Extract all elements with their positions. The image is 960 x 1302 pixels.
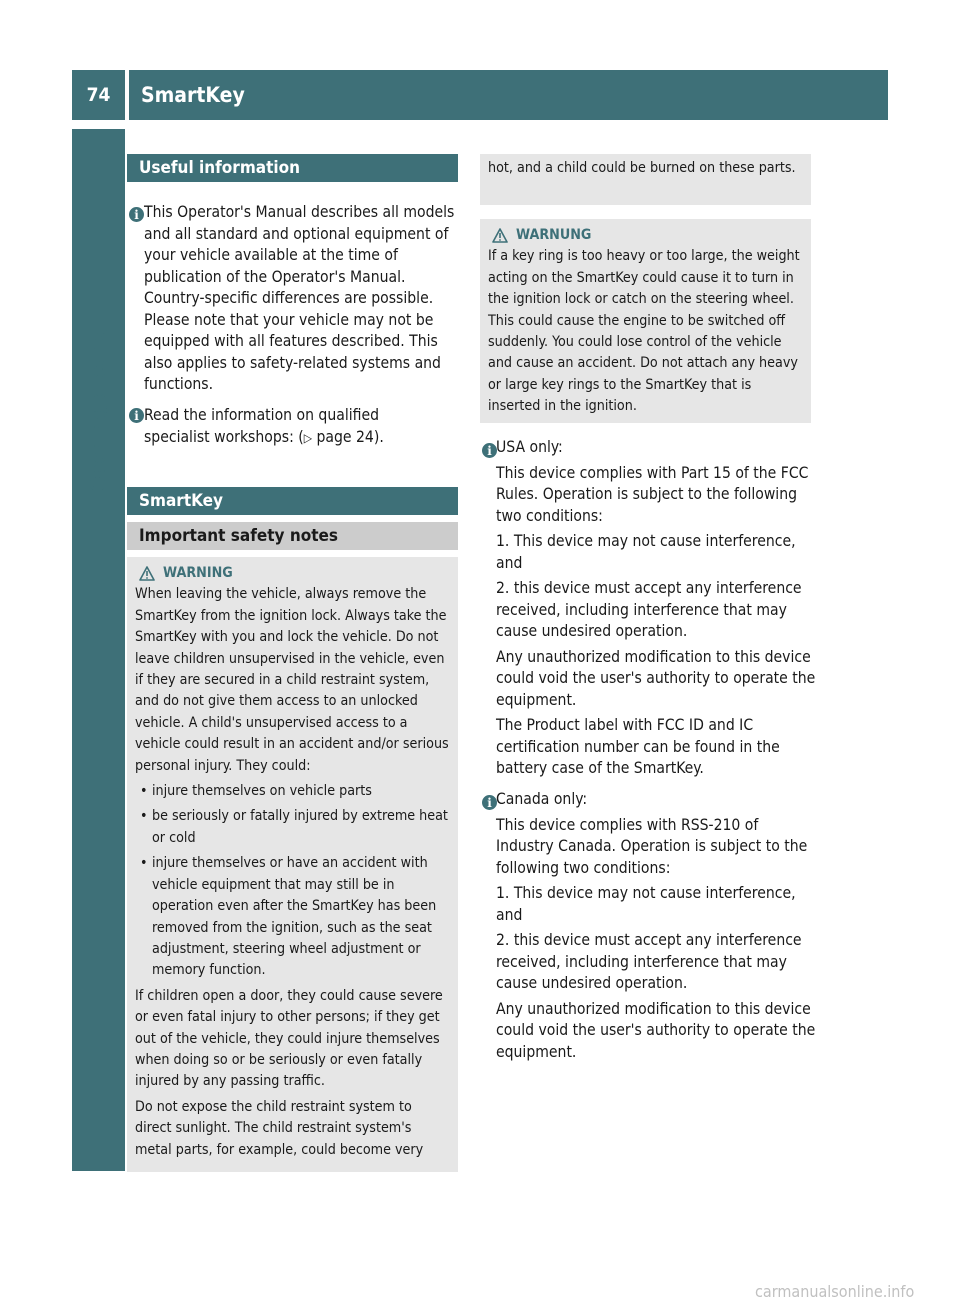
usa-line: This device complies with Part 15 of the FCC Rules. Operation is subject to the following two conditions: <box>496 463 809 525</box>
warning-box <box>127 557 458 1172</box>
usa-title: USA only: <box>496 438 563 456</box>
page-number: 74 <box>72 70 125 120</box>
safety-notes-heading: Important safety notes <box>127 522 458 550</box>
watermark: carmanualsonline.info <box>755 1282 915 1301</box>
canada-line: 1. This device may not cause interference, and <box>496 884 796 924</box>
usa-line: 2. this device must accept any interference received, including interference that may cause undesired operation. <box>496 579 802 640</box>
side-tab <box>72 129 125 1171</box>
warning-paragraph-3: Do not expose the child restraint system to direct sunlight. The child restraint system's metal parts, for example, could become very <box>135 1098 424 1158</box>
warning-title-text: WARNING <box>163 565 233 581</box>
canada-line: This device complies with RSS-210 of Industry Canada. Operation is subject to the following two conditions: <box>496 815 808 877</box>
side-tab-label: Opening/closing <box>86 328 110 492</box>
warning-bullet-text: injure themselves or have an accident with vehicle equipment that may still be in operation even after the SmartKey has been removed from the ignition, such as the seat adjustment, steering wheel adjustment or memory function. <box>152 855 437 979</box>
page-reference-link[interactable]: page 24 <box>312 427 374 446</box>
warning-continuation-box <box>480 154 811 205</box>
info-paragraph-2 <box>144 405 444 449</box>
warning-bullet: • injure themselves or have an accident with vehicle equipment that may still be in operation even after the SmartKey has been removed from the ignition, such as the seat adjustment, steering wheel adjustment or memory function. <box>140 855 437 979</box>
warning-title <box>139 563 450 584</box>
info-paragraph-1 <box>144 202 462 396</box>
usa-line: The Product label with FCC ID and IC certification number can be found in the battery case of the SmartKey. <box>496 716 780 777</box>
warning-bullet-text: injure themselves on vehicle parts <box>152 783 372 800</box>
warning-icon <box>492 228 508 243</box>
usa-section <box>496 437 818 784</box>
warnung-box <box>480 219 811 423</box>
info-icon: i <box>482 795 497 810</box>
warning-bullet: • injure themselves on vehicle parts <box>140 783 372 800</box>
warnung-title <box>492 225 803 246</box>
info-text-1: This Operator's Manual describes all models and all standard and optional equipment of your vehicle available at the time of publication of the Operator's Manual. Country-specific differences are possible. Please note that your vehicle may not be equipped with all features described. This also applies to safety-related systems and functions. <box>144 203 455 393</box>
canada-title: Canada only: <box>496 790 588 808</box>
canada-line: Any unauthorized modification to this device could void the user's authority to operate the equipment. <box>496 999 816 1061</box>
page-title: SmartKey <box>129 70 888 120</box>
warnung-text: If a key ring is too heavy or too large, the weight acting on the SmartKey could cause it to turn in the ignition lock or catch on the steering wheel. This could cause the engine to be switched off suddenly. You could lose control of the vehicle and cause an accident. Do not attach any heavy or large key rings to the SmartKey that is inserted in the ignition. <box>488 248 800 415</box>
info-text-2-suffix: ). <box>373 427 384 446</box>
warning-paragraph-1: When leaving the vehicle, always remove the SmartKey from the ignition lock. Always take the SmartKey with you and lock the vehicle. Do not leave children unsupervised in the vehicle, even if they are secured in a child restraint system, and do not give them access to an unlocked vehicle. A child's unsupervised access to a vehicle could result in an accident and/or serious personal injury. They could: <box>135 586 449 774</box>
usa-line: 1. This device may not cause interference, and <box>496 532 796 572</box>
canada-line: 2. this device must accept any interference received, including interference that may cause undesired operation. <box>496 931 802 992</box>
info-icon: i <box>129 408 144 423</box>
warning-continuation-text: hot, and a child could be burned on these parts. <box>488 160 796 176</box>
page-arrow-icon: ▷ <box>303 430 313 445</box>
warnung-title-text: WARNUNG <box>516 227 592 243</box>
warning-icon <box>139 566 155 581</box>
warning-paragraph-2: If children open a door, they could cause severe or even fatal injury to other persons; if they get out of the vehicle, they could injure themselves when doing so or be seriously or even fatally injured by any passing traffic. <box>135 987 443 1090</box>
info-text-2-prefix: Read the information on qualified specialist workshops: ( <box>144 406 380 446</box>
info-icon: i <box>129 207 144 222</box>
usa-line: Any unauthorized modification to this device could void the user's authority to operate the equipment. <box>496 647 816 709</box>
canada-section <box>496 789 818 1067</box>
smartkey-heading: SmartKey <box>127 487 458 515</box>
useful-information-heading: Useful information <box>127 154 458 182</box>
warning-bullet: • be seriously or fatally injured by extreme heat or cold <box>140 808 448 846</box>
warning-bullet-text: be seriously or fatally injured by extreme heat or cold <box>152 808 448 846</box>
info-icon: i <box>482 443 497 458</box>
